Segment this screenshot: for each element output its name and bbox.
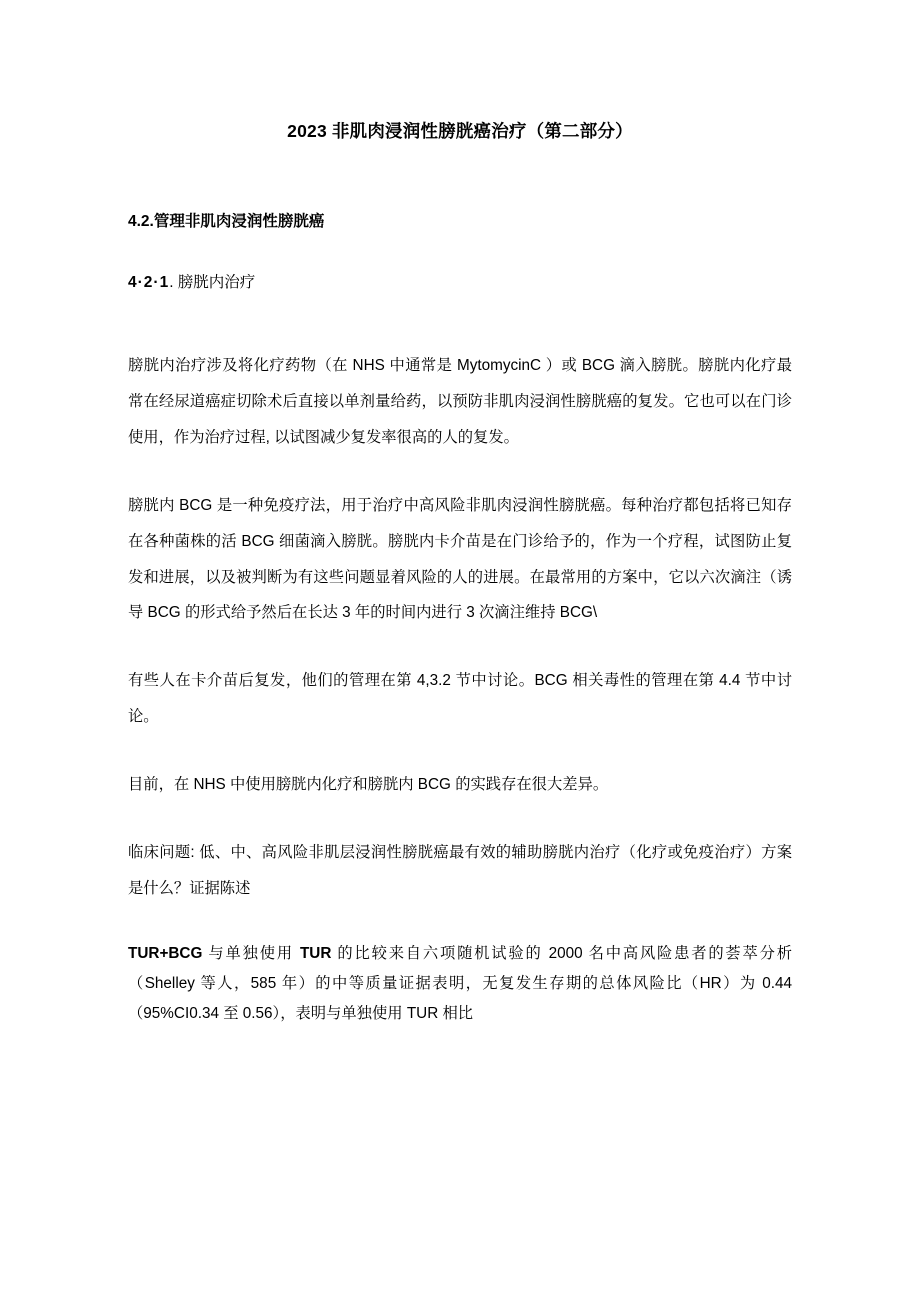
- paragraph-nhs-variation: 目前，在 NHS 中使用膀胱内化疗和膀胱内 BCG 的实践存在很大差异。: [128, 776, 609, 794]
- subsection-text: . 膀胱内治疗: [169, 274, 256, 292]
- paragraph-clinical-question: 临床问题: 低、中、高风险非肌层浸润性膀胱癌最有效的辅助膀胱内治疗（化疗或免疫治疗）方案是什么？证据陈述: [128, 844, 792, 898]
- section-heading: 4.2.管理非肌肉浸润性膀胱癌: [128, 213, 325, 231]
- paragraph-recurrence-management: 有些人在卡介苗后复发，他们的管理在第 4,3.2 节中讨论。BCG 相关毒性的管理在第 4.4 节中讨论。: [128, 672, 792, 726]
- evidence-rest: 的比较来自六项随机试验的 2000 名中高风险患者的荟萃分析（Shelley 等人，585 年）的中等质量证据表明，无复发生存期的总体风险比（HR）为 0.44（95%CI0.34 至 0.56），表明与单独使用 TUR 相比: [128, 945, 792, 1022]
- page-title: 2023 非肌肉浸润性膀胱癌治疗（第二部分）: [287, 121, 633, 141]
- evidence-middle-1: 与单独使用: [202, 945, 300, 963]
- subsection-heading: [128, 271, 792, 296]
- paragraph-evidence-statement: [128, 939, 792, 1028]
- paragraph-bcg-immunotherapy: 膀胱内 BCG 是一种免疫疗法，用于治疗中高风险非肌肉浸润性膀胱癌。每种治疗都包括将已知存在各种菌株的活 BCG 细菌滴入膀胱。膀胱内卡介苗是在门诊给予的，作为一个疗程，试图防止复发和进展，以及被判断为有这些问题显着风险的人的进展。在最常用的方案中，它以六次滴注（诱导 BCG 的形式给予然后在长达 3 年的时间内进行 3 次滴注维持 BCG\: [128, 496, 792, 622]
- subsection-number: 4·2·1: [128, 274, 170, 292]
- paragraph-intrabladder-therapy: 膀胱内治疗涉及将化疗药物（在 NHS 中通常是 MytomycinC ）或 BCG 滴入膀胱。膀胱内化疗最常在经尿道癌症切除术后直接以单剂量给药，以预防非肌肉浸润性膀胱癌的复发。它也可以在门诊使用，作为治疗过程, 以试图减少复发率很高的人的复发。: [128, 356, 792, 446]
- evidence-bold-lead: TUR+BCG: [128, 945, 203, 963]
- evidence-bold-mid: TUR: [299, 945, 332, 963]
